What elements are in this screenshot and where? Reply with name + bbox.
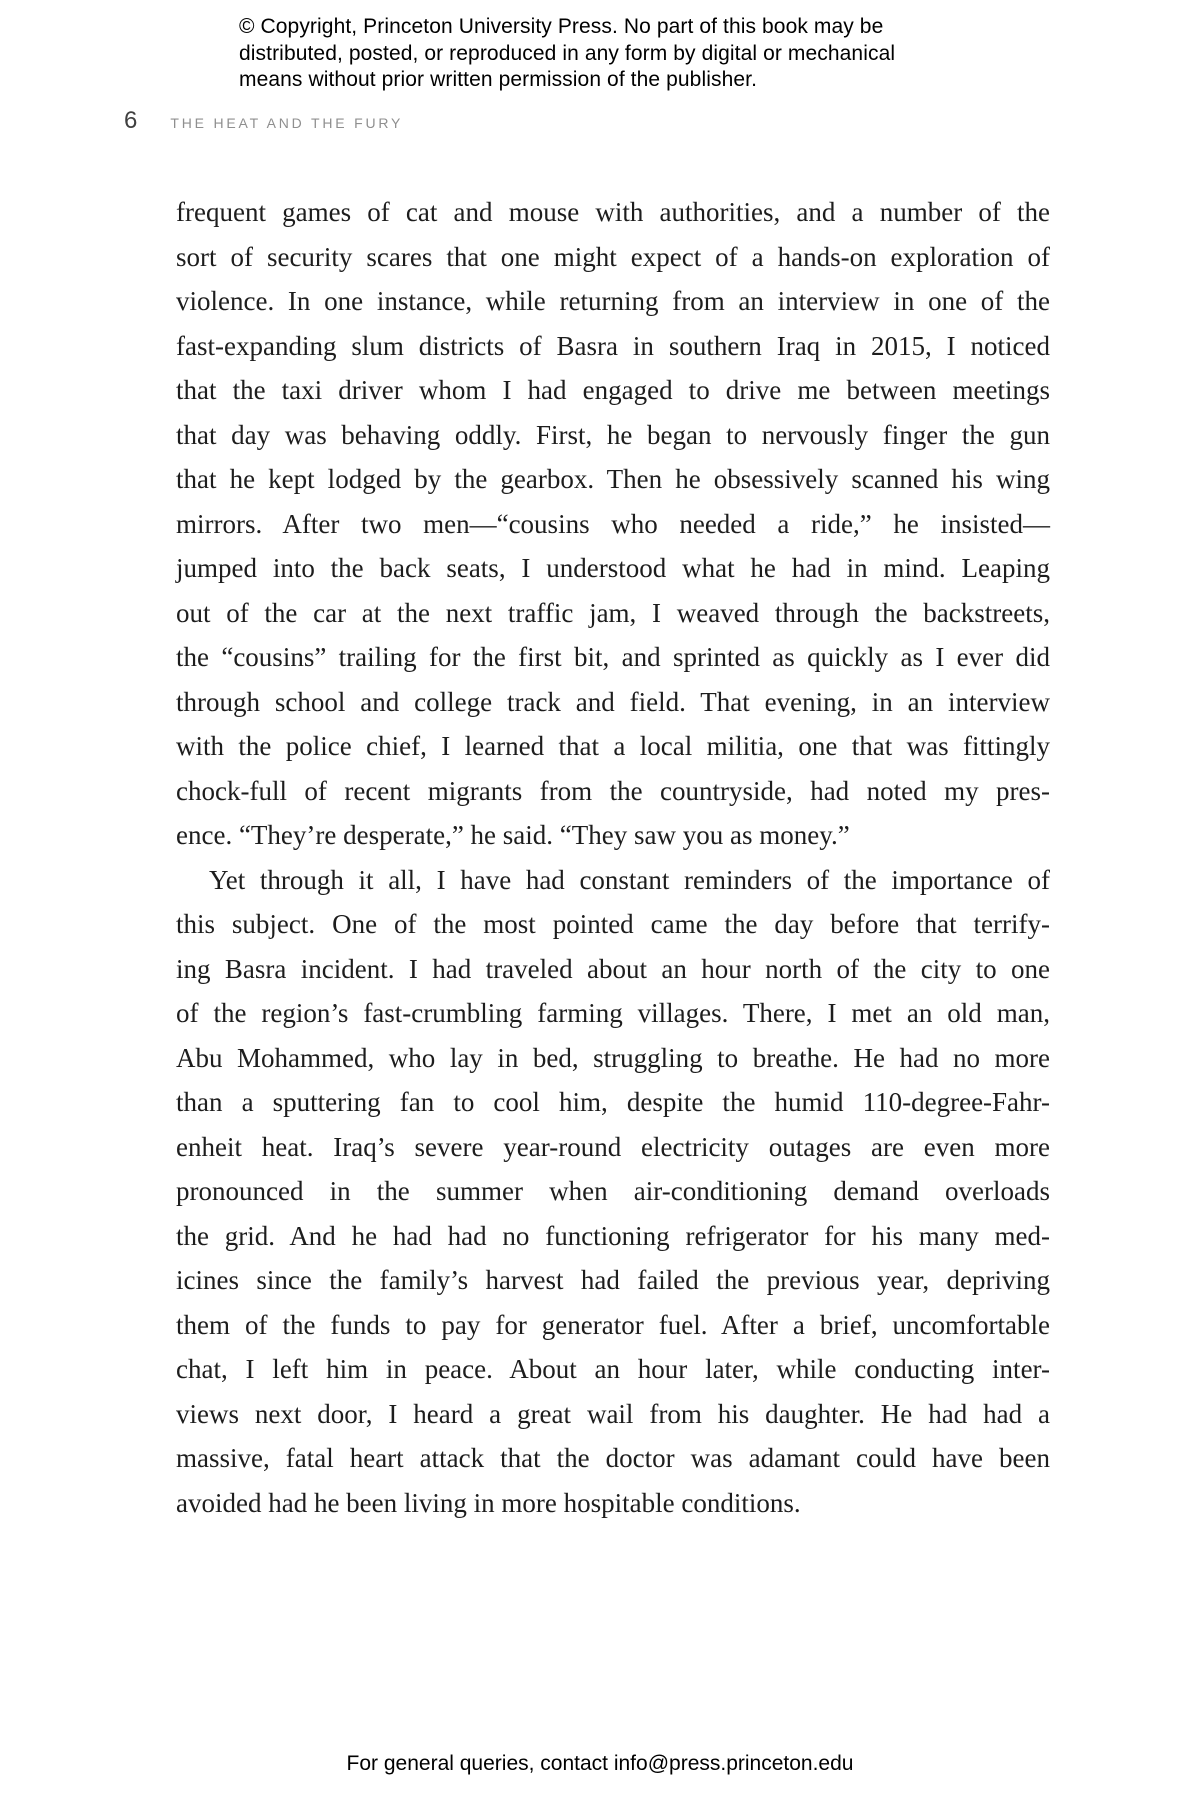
text-line: jumped into the back seats, I understood what he had in mind. Leaping <box>176 553 1050 583</box>
copyright-line: © Copyright, Princeton University Press. No part of this book may be <box>239 15 884 38</box>
text-line: Abu Mohammed, who lay in bed, struggling to breathe. He had no more <box>176 1042 1050 1073</box>
text-line: with the police chief, I learned that a local militia, one that was fittingly <box>176 731 1050 761</box>
text-line: mirrors. After two men—“cousins who needed a ride,” he insisted— <box>176 508 1050 539</box>
text-line: them of the funds to pay for generator fuel. After a brief, uncomfortable <box>176 1309 1050 1340</box>
text-line: out of the car at the next traffic jam, I weaved through the backstreets, <box>176 597 1050 628</box>
text-line: the “cousins” trailing for the first bit, and sprinted as quickly as I ever did <box>176 642 1050 672</box>
running-head-title: THE HEAT AND THE FURY <box>170 115 404 131</box>
text-line: that the taxi driver whom I had engaged to drive me between meetings <box>176 375 1050 405</box>
copyright-line: distributed, posted, or reproduced in any form by digital or mechanical <box>239 41 896 65</box>
text-line: pronounced in the summer when air-conditioning demand overloads <box>176 1176 1050 1206</box>
text-line: sort of security scares that one might expect of a hands-on exploration of <box>176 241 1050 272</box>
footer-query-text: For general queries, contact info@press.princeton.edu <box>346 1752 854 1775</box>
text-line: than a sputtering fan to cool him, despite the humid 110-degree-Fahr- <box>176 1087 1050 1117</box>
copyright-line: means without prior written permission of the publisher. <box>239 68 758 91</box>
text-line: frequent games of cat and mouse with authorities, and a number of the <box>176 197 1050 227</box>
body-text <box>176 190 1050 1525</box>
text-line: that he kept lodged by the gearbox. Then he obsessively scanned his wing <box>176 464 1050 494</box>
running-head <box>124 107 403 135</box>
text-line: ence. “They’re desperate,” he said. “They saw you as money.” <box>176 820 850 850</box>
copyright-notice <box>239 14 895 94</box>
text-line: avoided had he been living in more hospitable conditions. <box>176 1487 801 1518</box>
text-line: icines since the family’s harvest had failed the previous year, depriving <box>176 1265 1050 1295</box>
text-line: violence. In one instance, while returning from an interview in one of the <box>176 286 1050 316</box>
text-line: through school and college track and field. That evening, in an interview <box>176 686 1050 717</box>
text-line: this subject. One of the most pointed came the day before that terrify- <box>176 909 1050 939</box>
text-line: enheit heat. Iraq’s severe year-round electricity outages are even more <box>176 1131 1050 1162</box>
page-footer <box>0 1752 1200 1776</box>
text-line: the grid. And he had had no functioning refrigerator for his many med- <box>176 1220 1050 1251</box>
text-line: Yet through it all, I have had constant reminders of the importance of <box>209 864 1050 895</box>
text-line: views next door, I heard a great wail from his daughter. He had had a <box>176 1398 1050 1429</box>
text-line: massive, fatal heart attack that the doctor was adamant could have been <box>176 1443 1050 1473</box>
text-line: fast-expanding slum districts of Basra in southern Iraq in 2015, I noticed <box>176 330 1050 361</box>
text-line: chat, I left him in peace. About an hour later, while conducting inter- <box>176 1354 1050 1384</box>
page-number: 6 <box>124 107 138 134</box>
paragraph <box>176 190 1050 858</box>
paragraph <box>176 858 1050 1526</box>
text-line: that day was behaving oddly. First, he began to nervously finger the gun <box>176 419 1050 450</box>
text-line: ing Basra incident. I had traveled about an hour north of the city to one <box>176 953 1050 984</box>
text-line: chock-full of recent migrants from the countryside, had noted my pres- <box>176 775 1050 806</box>
text-line: of the region’s fast-crumbling farming villages. There, I met an old man, <box>176 998 1050 1028</box>
